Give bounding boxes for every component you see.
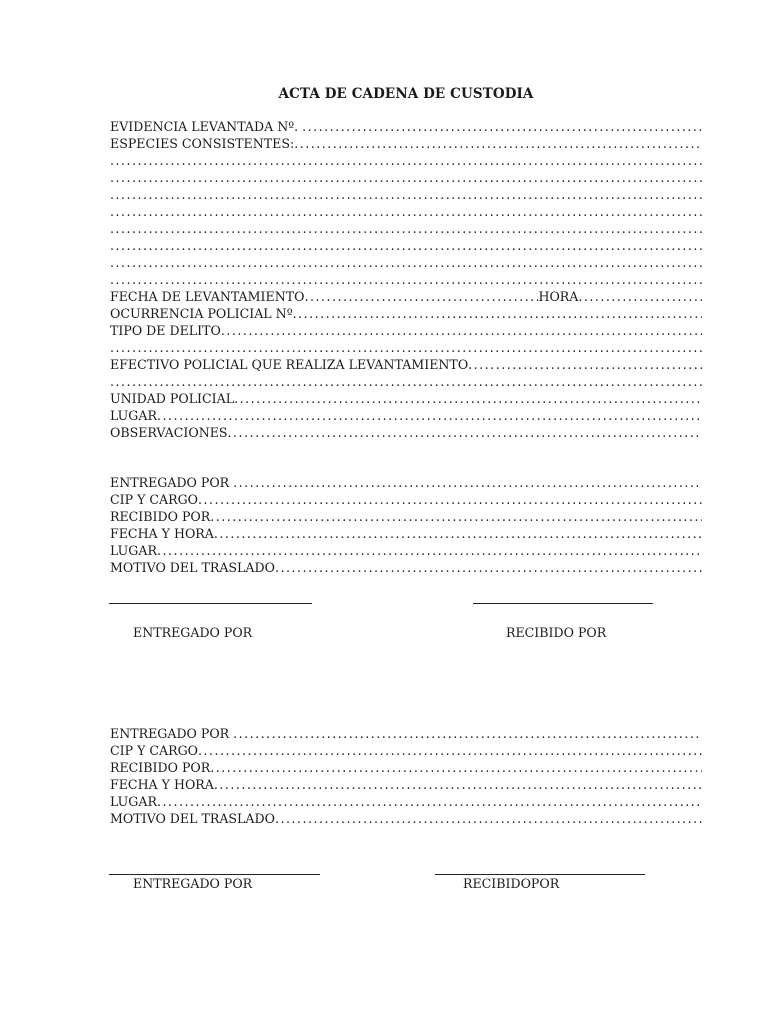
t1-cip-label: CIP Y CARGO [110,492,199,507]
especies-line-3[interactable] [110,186,702,203]
signature-line-recibido-1[interactable] [473,603,653,604]
observaciones-dots [228,425,702,440]
ocurrencia-field[interactable] [110,305,702,322]
especies-line-6[interactable] [110,237,702,254]
signature-label-entregado-2: ENTREGADO POR [133,876,253,891]
t1-fecha-hora-label: FECHA Y HORA [110,526,214,541]
t2-entregado-label: ENTREGADO POR [110,726,234,741]
t2-cip-dots [198,743,702,758]
especies-line-2[interactable] [110,169,702,186]
lugar-field[interactable] [110,407,702,424]
signature-label-recibido-2: RECIBIDOPOR [463,876,560,891]
evidencia-label: EVIDENCIA LEVANTADA Nº. [110,119,303,134]
t1-recibido-dots [210,509,702,524]
especies-dots [294,136,702,151]
t2-cip-label: CIP Y CARGO [110,743,199,758]
lugar-label: LUGAR [110,408,157,423]
t2-fecha-hora-field[interactable] [110,776,702,793]
t2-recibido-dots [210,760,702,775]
especies-line-7[interactable] [110,254,702,271]
observaciones-label: OBSERVACIONES [110,425,228,440]
t1-recibido-field[interactable] [110,508,702,525]
fecha-dots [304,288,538,305]
especies-line-8[interactable] [110,271,702,288]
t2-fecha-hora-label: FECHA Y HORA [110,777,214,792]
t2-motivo-label: MOTIVO DEL TRASLADO [110,811,275,826]
t2-motivo-field[interactable] [110,810,702,827]
t2-cip-field[interactable] [110,742,702,759]
dotted-line [110,340,702,355]
t1-cip-field[interactable] [110,491,702,508]
especies-label: ESPECIES CONSISTENTES: [110,136,295,151]
efectivo-dots [468,357,702,372]
t1-fecha-hora-dots [214,526,702,541]
t2-fecha-hora-dots [214,777,702,792]
especies-field[interactable] [110,135,702,152]
lugar-dots [157,408,702,423]
dotted-line [110,153,702,168]
signature-label-entregado-1: ENTREGADO POR [133,625,253,640]
t2-recibido-label: RECIBIDO POR [110,760,211,775]
t1-entregado-field[interactable] [110,474,702,491]
dotted-line [110,272,702,287]
t1-motivo-field[interactable] [110,559,702,576]
especies-line-1[interactable] [110,152,702,169]
tipo-delito-dots [221,323,702,338]
t1-fecha-hora-field[interactable] [110,525,702,542]
t2-recibido-field[interactable] [110,759,702,776]
t2-lugar-label: LUGAR [110,794,157,809]
efectivo-label: EFECTIVO POLICIAL QUE REALIZA LEVANTAMIENTO [110,357,469,372]
t1-recibido-label: RECIBIDO POR [110,509,211,524]
observaciones-field[interactable] [110,424,702,441]
t1-motivo-dots [275,560,702,575]
t2-motivo-dots [275,811,702,826]
tipo-delito-line-2[interactable] [110,339,702,356]
dotted-line [110,374,702,389]
dotted-line [110,221,702,236]
unidad-label: UNIDAD POLICIAL [110,391,235,406]
t1-lugar-field[interactable] [110,542,702,559]
tipo-delito-field[interactable] [110,322,702,339]
fecha-levantamiento-field[interactable] [110,288,702,305]
t1-cip-dots [198,492,702,507]
t1-entregado-label: ENTREGADO POR [110,475,234,490]
dotted-line [110,255,702,270]
t1-lugar-dots [157,543,702,558]
t2-entregado-dots [233,726,702,741]
t1-lugar-label: LUGAR [110,543,157,558]
hora-dots [578,289,702,304]
ocurrencia-label: OCURRENCIA POLICIAL Nº [110,306,293,321]
unidad-dots [234,391,702,406]
unidad-field[interactable] [110,390,702,407]
dotted-line [110,204,702,219]
dotted-line [110,187,702,202]
signature-line-entregado-1[interactable] [109,603,312,604]
evidencia-field[interactable] [110,118,702,135]
document-title: ACTA DE CADENA DE CUSTODIA [278,86,534,102]
t1-motivo-label: MOTIVO DEL TRASLADO [110,560,275,575]
especies-line-4[interactable] [110,203,702,220]
fecha-levantamiento-label: FECHA DE LEVANTAMIENTO [110,289,305,304]
tipo-delito-label: TIPO DE DELITO [110,323,221,338]
dotted-line [110,238,702,253]
efectivo-line-2[interactable] [110,373,702,390]
especies-line-5[interactable] [110,220,702,237]
signature-label-recibido-1: RECIBIDO POR [506,625,607,640]
t1-entregado-dots [233,475,702,490]
t2-lugar-dots [157,794,702,809]
dotted-line [110,170,702,185]
hora-label: HORA [538,289,579,304]
t2-entregado-field[interactable] [110,725,702,742]
t2-lugar-field[interactable] [110,793,702,810]
efectivo-field[interactable] [110,356,702,373]
evidencia-dots [302,119,702,134]
ocurrencia-dots [293,306,702,321]
